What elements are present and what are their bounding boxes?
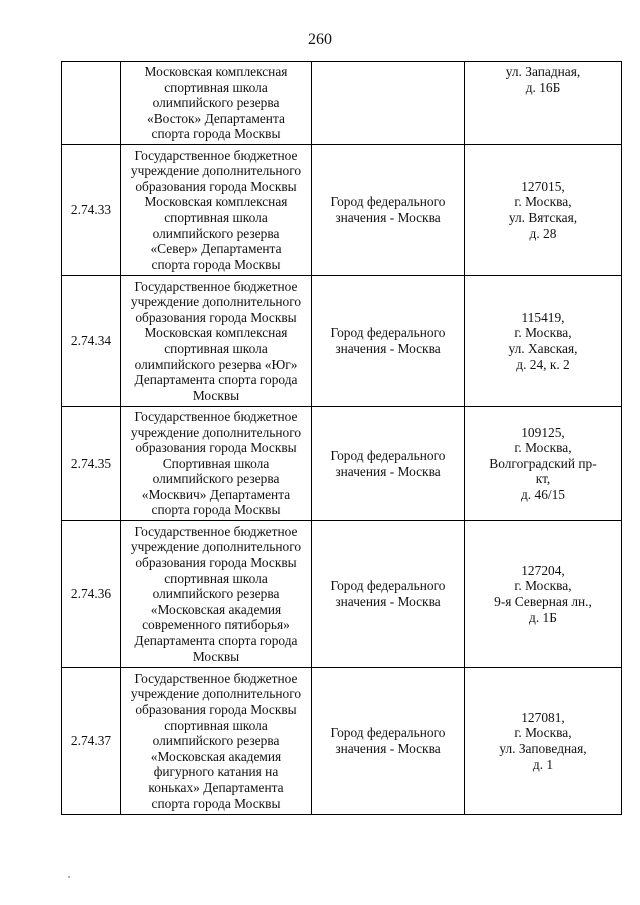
cell-institution-name-line: олимпийского резерва — [152, 733, 280, 749]
institutions-table — [61, 61, 622, 815]
cell-region-line: Город федерального — [330, 578, 446, 594]
cell-address-line: кт, — [535, 471, 551, 487]
cell-institution-name-line: олимпийского резерва — [152, 225, 280, 241]
cell-address-line: 115419, — [521, 309, 565, 325]
table-body — [62, 62, 622, 815]
cell-address-line: д. 1Б — [529, 609, 557, 625]
cell-institution-name-line: «Москвич» Департамента — [141, 486, 291, 502]
cell-region-line: значения - Москва — [335, 210, 441, 225]
cell-institution-name-line: «Московская академия — [150, 748, 282, 764]
table-row — [62, 668, 622, 815]
cell-institution-name — [121, 62, 312, 145]
cell-region-line: Город федерального — [330, 325, 446, 341]
cell-institution-name-line: спортивная школа — [164, 341, 268, 356]
cell-number: 2.74.35 — [62, 407, 121, 521]
table-row — [62, 276, 622, 407]
cell-institution-name — [121, 145, 312, 276]
cell-number: 2.74.36 — [62, 521, 121, 668]
cell-institution-name-line: спортивная школа — [164, 210, 268, 225]
cell-institution-name-line: Государственное бюджетное — [134, 523, 298, 539]
cell-region — [312, 62, 465, 145]
cell-institution-name-line: олимпийского резерва — [152, 95, 280, 111]
cell-address-line: ул. Вятская, — [508, 210, 578, 225]
cell-institution-name-line: образования города Москвы — [135, 178, 297, 194]
cell-institution-name-line: спортивная школа — [164, 570, 268, 586]
cell-institution-name-line: учреждение дополнительного — [130, 539, 302, 555]
cell-address-line: 9-я Северная лн., — [494, 594, 592, 609]
cell-institution-name-line: олимпийского резерва «Юг» — [134, 356, 298, 372]
cell-institution-name-line: Государственное бюджетное — [134, 670, 298, 686]
cell-address-line: д. 24, к. 2 — [516, 356, 570, 372]
cell-institution-name-line: Государственное бюджетное — [134, 408, 298, 424]
cell-region-line: значения - Москва — [335, 741, 441, 756]
cell-region-line: значения - Москва — [335, 594, 441, 609]
cell-institution-name-line: образования города Москвы — [135, 309, 297, 325]
cell-region-line: Город федерального — [330, 194, 446, 210]
cell-address-line: г. Москва, — [514, 725, 572, 741]
cell-address-line: г. Москва, — [514, 578, 572, 594]
cell-institution-name — [121, 276, 312, 407]
cell-address-line: г. Москва, — [514, 194, 572, 210]
cell-region — [312, 668, 465, 815]
cell-institution-name-line: спортивная школа — [164, 717, 268, 733]
cell-address-line: 127204, — [521, 562, 565, 578]
cell-address-line: ул. Хавская, — [508, 341, 578, 356]
table-row — [62, 521, 622, 668]
table-row — [62, 145, 622, 276]
page-number: 260 — [308, 31, 332, 48]
cell-address-line: 109125, — [521, 424, 565, 440]
cell-institution-name-line: «Восток» Департамента — [147, 110, 285, 126]
cell-institution-name-line: учреждение дополнительного — [130, 294, 302, 310]
cell-address-line: д. 46/15 — [520, 486, 565, 502]
cell-institution-name-line: Московская комплексная — [144, 194, 288, 210]
cell-number: 2.74.37 — [62, 668, 121, 815]
cell-address-line: Волгоградский пр- — [489, 455, 597, 471]
cell-institution-name-line: образования города Москвы — [135, 702, 297, 718]
cell-institution-name-line: Москвы — [192, 387, 240, 403]
cell-institution-name-line: олимпийского резерва — [152, 471, 280, 487]
cell-institution-name-line: Московская комплексная — [144, 64, 288, 79]
cell-region-line: Город федерального — [330, 447, 446, 463]
table-row — [62, 407, 622, 521]
cell-institution-name-line: образования города Москвы — [135, 555, 297, 571]
cell-address-line: д. 28 — [529, 225, 557, 241]
cell-address-line: ул. Западная, — [505, 64, 581, 79]
cell-institution-name — [121, 668, 312, 815]
cell-institution-name-line: коньках» Департамента — [148, 779, 284, 795]
cell-institution-name-line: учреждение дополнительного — [130, 424, 302, 440]
cell-institution-name-line: «Московская академия — [150, 601, 282, 617]
cell-institution-name — [121, 521, 312, 668]
cell-institution-name-line: спорта города Москвы — [151, 256, 281, 272]
cell-institution-name-line: учреждение дополнительного — [130, 163, 302, 179]
cell-address-line: г. Москва, — [514, 325, 572, 341]
cell-address-line: д. 1 — [532, 756, 554, 772]
cell-institution-name-line: Спортивная школа — [162, 455, 270, 471]
cell-address-line: ул. Заповедная, — [499, 741, 587, 756]
cell-institution-name-line: современного пятиборья» — [142, 617, 290, 633]
cell-address — [465, 276, 622, 407]
cell-institution-name-line: образования города Москвы — [135, 440, 297, 456]
cell-region — [312, 407, 465, 521]
cell-region-line: Город федерального — [330, 725, 446, 741]
cell-number: 2.74.33 — [62, 145, 121, 276]
cell-institution-name-line: Департамента спорта города — [134, 632, 298, 648]
cell-number — [62, 62, 121, 145]
cell-address — [465, 521, 622, 668]
cell-address-line: д. 16Б — [525, 79, 561, 95]
cell-number: 2.74.34 — [62, 276, 121, 407]
cell-institution-name-line: Московская комплексная — [144, 325, 288, 341]
cell-region-line: значения - Москва — [335, 341, 441, 356]
cell-address-line: г. Москва, — [514, 440, 572, 456]
cell-institution-name-line: Москвы — [192, 648, 240, 664]
cell-institution-name-line: «Север» Департамента — [150, 241, 282, 257]
cell-region-line: значения - Москва — [335, 463, 441, 479]
cell-institution-name-line: спорта города Москвы — [151, 795, 281, 811]
cell-institution-name-line: фигурного катания на — [153, 764, 279, 780]
cell-region — [312, 276, 465, 407]
scan-speck — [68, 876, 70, 878]
cell-institution-name — [121, 407, 312, 521]
cell-institution-name-line: учреждение дополнительного — [130, 686, 302, 702]
cell-institution-name-line: Государственное бюджетное — [134, 278, 298, 294]
cell-institution-name-line: спорта города Москвы — [151, 126, 281, 142]
cell-address — [465, 407, 622, 521]
cell-institution-name-line: спорта города Москвы — [151, 502, 281, 518]
cell-address-line: 127015, — [521, 178, 565, 194]
cell-address-line: 127081, — [521, 709, 565, 725]
cell-region — [312, 145, 465, 276]
cell-institution-name-line: спортивная школа — [164, 79, 268, 95]
cell-institution-name-line: олимпийского резерва — [152, 586, 280, 602]
cell-institution-name-line: Департамента спорта города — [134, 372, 298, 388]
cell-address — [465, 145, 622, 276]
table-row — [62, 62, 622, 145]
cell-region — [312, 521, 465, 668]
cell-institution-name-line: Государственное бюджетное — [134, 147, 298, 163]
cell-address — [465, 62, 622, 145]
cell-address — [465, 668, 622, 815]
